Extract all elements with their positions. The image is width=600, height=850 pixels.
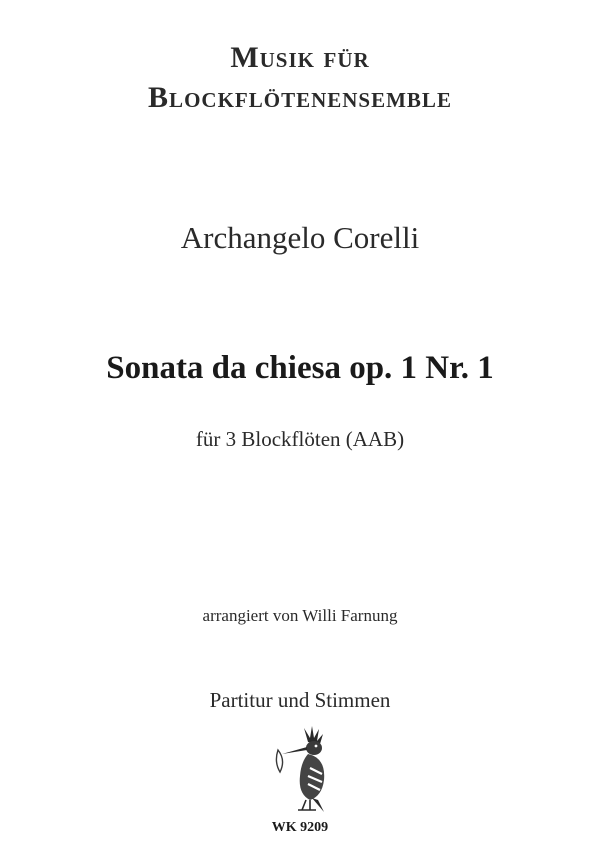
catalog-number: WK 9209: [271, 820, 329, 835]
series-title-line1: Musik für: [230, 41, 370, 74]
edition-type: Partitur und Stimmen: [209, 688, 391, 712]
series-title: [0, 38, 600, 118]
instrumentation: für 3 Blockflöten (AAB): [195, 427, 405, 451]
arranger-credit: arrangiert von Willi Farnung: [202, 606, 398, 625]
work-title: Sonata da chiesa op. 1 Nr. 1: [106, 350, 494, 386]
hoopoe-bird-icon: [268, 724, 338, 816]
composer-name: Archangelo Corelli: [180, 220, 420, 255]
series-title-line2: Blockflötenensemble: [148, 81, 452, 114]
